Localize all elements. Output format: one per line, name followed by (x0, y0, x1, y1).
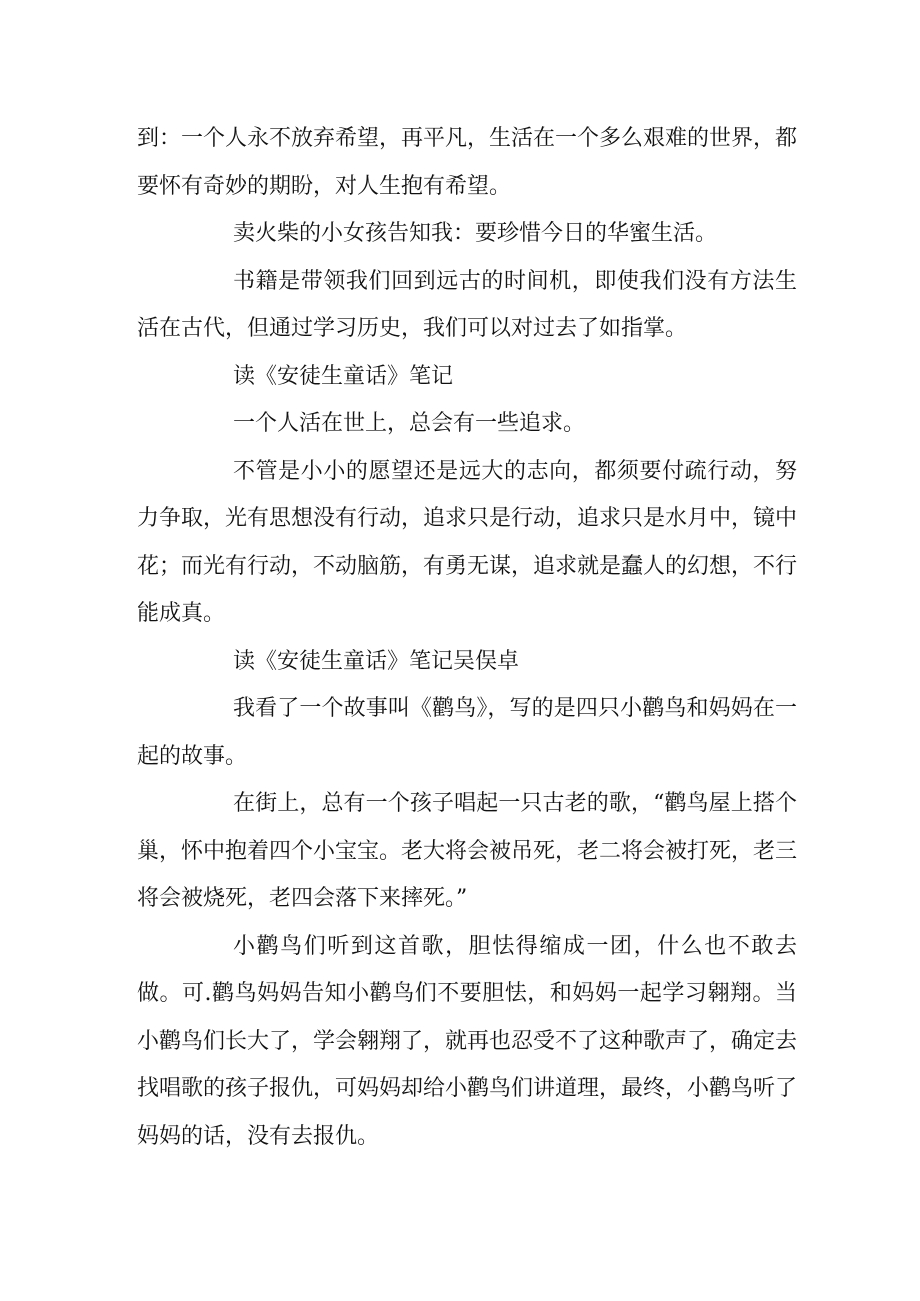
paragraph-8: 小鹳鸟们听到这首歌，胆怯得缩成一团，什么也不敢去做。可.鹳鸟妈妈告知小鹳鸟们不要胆怯，和妈妈一起学习翱翔。当小鹳鸟们长大了，学会翱翔了，就再也忍受不了这种歌声了，确定去找唱歌的孩子报仇，可妈妈却给小鹳鸟们讲道理，最终，小鹳鸟听了妈妈的话，没有去报仇。 (137, 933, 798, 1149)
paragraph-1: 到：一个人永不放弃希望，再平凡，生活在一个多么艰难的世界，都要怀有奇妙的期盼，对人生抱有希望。 (137, 126, 798, 199)
section-heading-1: 读《安徒生童话》笔记 (233, 363, 454, 389)
paragraph-3: 书籍是带领我们回到远古的时间机，即使我们没有方法生活在古代，但通过学习历史，我们可以对过去了如指掌。 (137, 268, 797, 341)
section-heading-2: 读《安徒生童话》笔记吴俣卓 (233, 648, 520, 674)
paragraph-2: 卖火柴的小女孩告知我：要珍惜今日的华蜜生活。 (233, 221, 718, 246)
document-body (137, 115, 797, 1160)
paragraph-7: 在街上，总有一个孩子唱起一只古老的歌，“鹳鸟屋上搭个巢，怀中抱着四个小宝宝。老大将会被吊死，老二将会被打死，老三将会被烧死，老四会落下来摔死。” (137, 791, 798, 911)
paragraph-6: 我看了一个故事叫《鹳鸟》，写的是四只小鹳鸟和妈妈在一起的故事。 (137, 696, 797, 769)
paragraph-4: 一个人活在世上，总会有一些追求。 (233, 411, 586, 436)
paragraph-5: 不管是小小的愿望还是远大的志向，都须要付疏行动，努力争取，光有思想没有行动，追求只是行动，追求只是水月中，镜中花；而光有行动，不动脑筋，有勇无谋，追求就是蠢人的幻想，不行能成真。 (137, 458, 798, 626)
